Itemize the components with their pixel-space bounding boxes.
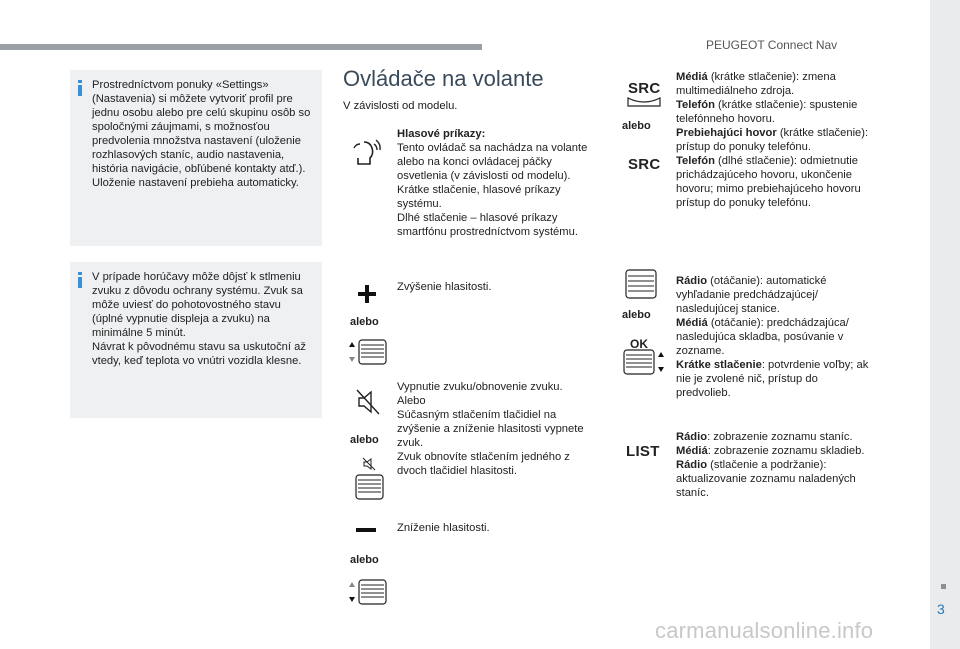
src-text: (dlhé stlačenie): odmietnutie prichádzajúceho hovoru, ukončenie hovoru; mimo prebiehajúceho hovoru prístup do ponuky telefónu.	[676, 155, 861, 209]
wheel-text: (otáčanie): predchádzajúca/ nasledujúca skladba, posúvanie v zozname.	[676, 317, 849, 357]
voice-description	[397, 127, 597, 239]
alebo-label: alebo	[350, 316, 379, 328]
minus-icon	[355, 526, 377, 534]
note-settings-profile	[70, 70, 322, 246]
mute-icon	[362, 457, 376, 471]
src-text: (krátke stlačenie): spustenie telefónneho hovoru.	[676, 99, 858, 125]
scroll-wheel-icon	[346, 338, 388, 366]
src-button-label: SRC	[628, 80, 661, 97]
note-text: V prípade horúčavy môže dôjsť k stlmeniu zvuku z dôvodu ochrany systému. Zvuk sa môže uviesť do pohotovostného stavu (úplné vypnutie displeja a zvuku) na minimálne 5 minút. Návrat k pôvodnému stavu sa uskutoční až vtedy, keď teplota vo vnútri vozidla klesne.	[92, 271, 306, 367]
wheel-text: : potvrdenie voľby; ak nie je zvolené nič, prístup do predvolieb.	[676, 359, 869, 399]
voice-line: Dlhé stlačenie – hlasové príkazy smartfónu prostredníctvom systému.	[397, 212, 578, 238]
wheel-description	[676, 274, 872, 400]
mute-line: Zvuk obnovíte stlačením jedného z dvoch tlačidiel hlasitosti.	[397, 451, 570, 477]
volume-up-description: Zvýšenie hlasitosti.	[397, 281, 492, 293]
list-text: : zobrazenie zoznamu staníc.	[707, 431, 853, 443]
scroll-wheel-icon	[346, 578, 388, 606]
wheel-term: Krátke stlačenie	[676, 359, 762, 371]
wheel-term: Médiá	[676, 317, 708, 329]
mute-icon	[355, 388, 381, 416]
list-button-label: LIST	[626, 443, 660, 460]
list-term: Médiá	[676, 445, 708, 457]
mute-description	[397, 380, 592, 478]
section-subtitle: V závislosti od modelu.	[343, 100, 458, 112]
src-text: (krátke stlačenie): prístup do ponuky telefónu.	[676, 127, 869, 153]
plus-icon	[357, 284, 377, 304]
section-title: Ovládače na volante	[343, 66, 544, 91]
alebo-label: alebo	[622, 120, 651, 132]
volume-down-description: Zníženie hlasitosti.	[397, 522, 490, 534]
alebo-label: alebo	[622, 309, 651, 321]
scroll-wheel-icon	[622, 268, 658, 300]
src-term: Telefón	[676, 155, 715, 167]
src-description	[676, 70, 872, 210]
src-button-label: SRC	[628, 156, 661, 173]
src-term: Médiá	[676, 71, 708, 83]
watermark: carmanualsonline.info	[655, 618, 874, 643]
voice-line: Tento ovládač sa nachádza na volante alebo na konci ovládacej páčky osvetlenia (v závislosti od modelu).	[397, 142, 588, 182]
note-heat-mute	[70, 262, 322, 418]
list-description	[676, 430, 872, 500]
voice-line: Krátke stlačenie, hlasové príkazy systému.	[397, 184, 561, 210]
scroll-wheel-icon	[622, 349, 668, 375]
alebo-label: alebo	[350, 554, 379, 566]
src-text: (krátke stlačenie): zmena multimediálneho zdroja.	[676, 71, 836, 97]
voice-title: Hlasové príkazy:	[397, 128, 486, 140]
list-text: (stlačenie a podržanie): aktualizovanie zoznamu naladených staníc.	[676, 459, 856, 499]
ok-label: OK	[630, 337, 648, 351]
mute-line: Vypnutie zvuku/obnovenie zvuku.	[397, 381, 563, 393]
scroll-wheel-icon	[352, 473, 386, 501]
header-product-label: PEUGEOT Connect Nav	[706, 38, 838, 52]
header-bar	[0, 44, 482, 50]
info-icon	[77, 272, 83, 288]
src-term: Telefón	[676, 99, 715, 111]
wheel-term: Rádio	[676, 275, 708, 287]
list-term: Rádio	[676, 459, 708, 471]
page-marker	[941, 584, 946, 589]
mute-line: Súčasným stlačením tlačidiel na zvýšenie a zníženie hlasitosti vypnete zvuk.	[397, 409, 584, 449]
voice-command-icon	[350, 134, 386, 168]
page-edge-strip	[930, 0, 960, 649]
mute-line: Alebo	[397, 395, 426, 407]
alebo-label: alebo	[350, 434, 379, 446]
wheel-text: (otáčanie): automatické vyhľadanie predchádzajúcej/ nasledujúcej stanice.	[676, 275, 827, 315]
list-term: Rádio	[676, 431, 708, 443]
info-icon	[77, 80, 83, 96]
page-number: 3	[937, 601, 945, 617]
src-button-icon	[626, 96, 662, 108]
note-text: Prostredníctvom ponuky «Settings» (Nastavenia) si môžete vytvoriť profil pre jednu osobu alebo pre celú skupinu osôb so spoločnými záujmami, s možnosťou predvolenia množstva nastavení (uloženie rozhlasových staníc, audio nastavenia, história navigácie, obľúbené kontakty atď.). Uloženie nastavení prebieha automaticky.	[92, 79, 311, 189]
list-text: : zobrazenie zoznamu skladieb.	[707, 445, 865, 457]
src-term: Prebiehajúci hovor	[676, 127, 777, 139]
